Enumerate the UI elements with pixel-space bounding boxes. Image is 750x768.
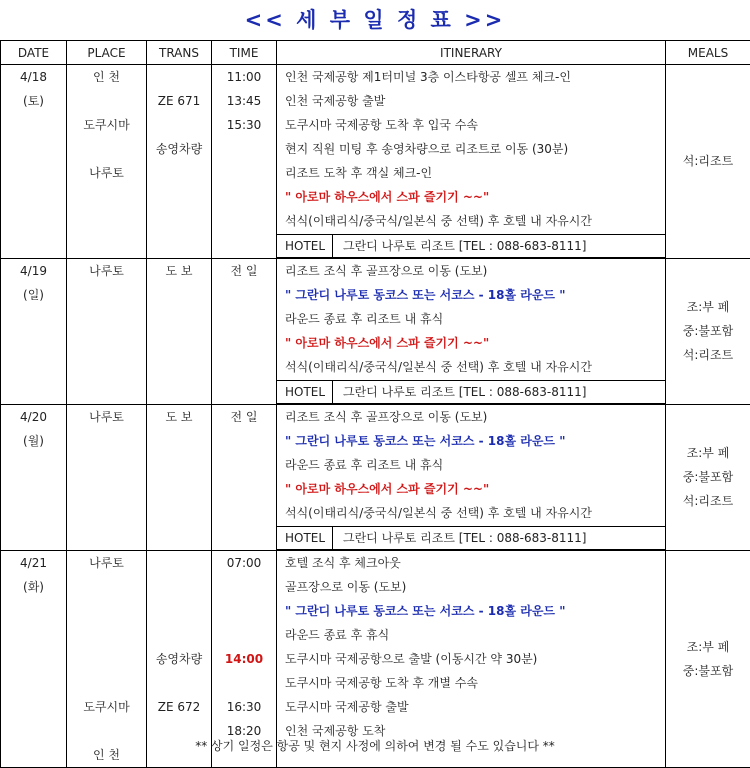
weekday-text: (일) [1,283,66,307]
date-text: 4/21 [1,551,66,575]
time-text: 18:20 [212,719,276,743]
date-text: 4/18 [1,65,66,89]
header-date: DATE [1,41,67,65]
place-text: 나루토 [67,161,146,185]
time-text: 전 일 [212,259,276,283]
itinerary-line: 인천 국제공항 제1터미널 3층 이스타항공 셀프 체크-인 [277,65,665,89]
meals-cell [666,551,750,768]
hotel-label: HOTEL [277,381,333,403]
itinerary-cell [277,65,666,259]
trans-cell [147,259,212,405]
date-cell [1,405,67,551]
place-text: 나루토 [67,259,146,283]
trans-text [147,671,211,695]
time-cell [212,551,277,768]
place-text [67,89,146,113]
meals-cell [666,405,750,551]
itinerary-line: 인천 국제공항 도착 [277,719,665,743]
time-text: 전 일 [212,405,276,429]
header-place: PLACE [67,41,147,65]
trans-text: 송영차량 [147,137,211,161]
place-text [67,575,146,599]
meal-text: 조:부 페 [666,295,750,319]
time-text: 13:45 [212,89,276,113]
hotel-name: 그란디 나루토 리조트 [TEL : 088-683-8111] [333,235,586,257]
place-text [67,137,146,161]
header-meals: MEALS [666,41,750,65]
place-cell [67,259,147,405]
weekday-text: (화) [1,575,66,599]
time-text [212,623,276,647]
footer-note: ** 상기 일정은 항공 및 현지 사정에 의하여 변경 될 수도 있습니다 ** [0,736,750,756]
meal-text: 석:리조트 [666,149,750,173]
itinerary-line: 라운드 종료 후 리조트 내 휴식 [277,307,665,331]
meal-text: 중:불포함 [666,465,750,489]
place-text: 나루토 [67,551,146,575]
trans-cell [147,65,212,259]
place-text [67,647,146,671]
time-cell [212,259,277,405]
time-text [212,671,276,695]
day-row [1,551,750,768]
meal-text: 조:부 페 [666,441,750,465]
schedule-table [0,40,750,768]
itinerary-line: 현지 직원 미팅 후 송영차량으로 리조트로 이동 (30분) [277,137,665,161]
itinerary-line: 라운드 종료 후 휴식 [277,623,665,647]
weekday-text: (월) [1,429,66,453]
itinerary-line: 도쿠시마 국제공항으로 출발 (이동시간 약 30분) [277,647,665,671]
spa-highlight: " 아로마 하우스에서 스파 즐기기 ~~" [277,331,665,355]
itinerary-cell [277,405,666,551]
time-text: 15:30 [212,113,276,137]
place-text: 나루토 [67,405,146,429]
date-cell [1,259,67,405]
place-cell [67,551,147,768]
trans-text [147,623,211,647]
itinerary-line: 리조트 도착 후 객실 체크-인 [277,161,665,185]
time-text [212,575,276,599]
itinerary-line: 라운드 종료 후 리조트 내 휴식 [277,453,665,477]
itinerary-cell [277,551,666,768]
header-itinerary: ITINERARY [277,41,666,65]
time-text: 07:00 [212,551,276,575]
itinerary-cell [277,259,666,405]
meal-text [666,101,750,125]
itinerary-line: 석식(이태리식/중국식/일본식 중 선택) 후 호텔 내 자유시간 [277,355,665,379]
place-text [67,671,146,695]
place-text: 인 천 [67,65,146,89]
trans-text: ZE 672 [147,695,211,719]
meal-text [666,125,750,149]
itinerary-line: 도쿠시마 국제공항 도착 후 개별 수속 [277,671,665,695]
hotel-name: 그란디 나루토 리조트 [TEL : 088-683-8111] [333,527,586,549]
golf-highlight: " 그란디 나루토 동코스 또는 서코스 - 18홀 라운드 " [277,599,665,623]
spa-highlight: " 아로마 하우스에서 스파 즐기기 ~~" [277,477,665,501]
header-trans: TRANS [147,41,212,65]
trans-cell [147,551,212,768]
trans-cell [147,405,212,551]
meal-text: 중:불포함 [666,659,750,683]
meals-cell [666,259,750,405]
hotel-row [277,380,665,404]
itinerary-line: 도쿠시마 국제공항 도착 후 입국 수속 [277,113,665,137]
meal-text: 조:부 페 [666,635,750,659]
meal-text: 석:리조트 [666,489,750,513]
itinerary-line: 석식(이태리식/중국식/일본식 중 선택) 후 호텔 내 자유시간 [277,501,665,525]
meal-text: 석:리조트 [666,343,750,367]
date-cell [1,65,67,259]
day-row [1,405,750,551]
place-text [67,599,146,623]
trans-text: 송영차량 [147,647,211,671]
meal-text: 중:불포함 [666,319,750,343]
time-text: 11:00 [212,65,276,89]
header-time: TIME [212,41,277,65]
trans-text: ZE 671 [147,89,211,113]
time-text: 16:30 [212,695,276,719]
golf-highlight: " 그란디 나루토 동코스 또는 서코스 - 18홀 라운드 " [277,283,665,307]
date-text: 4/19 [1,259,66,283]
trans-text [147,113,211,137]
meals-cell [666,65,750,259]
header-row [1,41,750,65]
itinerary-line: 호텔 조식 후 체크아웃 [277,551,665,575]
place-text: 인 천 [67,743,146,767]
meal-text [666,77,750,101]
trans-text [147,575,211,599]
meal-text [666,417,750,441]
meal-text [666,587,750,611]
trans-text [147,599,211,623]
trans-text: 도 보 [147,259,211,283]
place-text [67,623,146,647]
hotel-label: HOTEL [277,527,333,549]
time-text-highlight: 14:00 [212,647,276,671]
hotel-row [277,234,665,258]
time-cell [212,405,277,551]
hotel-row [277,526,665,550]
trans-text: 도 보 [147,405,211,429]
itinerary-line: 인천 국제공항 출발 [277,89,665,113]
weekday-text: (토) [1,89,66,113]
itinerary-line: 석식(이태리식/중국식/일본식 중 선택) 후 호텔 내 자유시간 [277,209,665,233]
meal-text [666,611,750,635]
meal-text [666,563,750,587]
place-cell [67,405,147,551]
place-text: 도쿠시마 [67,113,146,137]
golf-highlight: " 그란디 나루토 동코스 또는 서코스 - 18홀 라운드 " [277,429,665,453]
day-row [1,259,750,405]
place-text: 도쿠시마 [67,695,146,719]
spa-highlight: " 아로마 하우스에서 스파 즐기기 ~~" [277,185,665,209]
time-cell [212,65,277,259]
itinerary-line: 도쿠시마 국제공항 출발 [277,695,665,719]
date-text: 4/20 [1,405,66,429]
trans-text [147,65,211,89]
place-cell [67,65,147,259]
itinerary-line: 리조트 조식 후 골프장으로 이동 (도보) [277,259,665,283]
itinerary-line: 리조트 조식 후 골프장으로 이동 (도보) [277,405,665,429]
date-lines [1,65,66,113]
hotel-name: 그란디 나루토 리조트 [TEL : 088-683-8111] [333,381,586,403]
date-cell [1,551,67,768]
time-text [212,599,276,623]
page-title: << 세 부 일 정 표 >> [0,0,750,40]
day-row [1,65,750,259]
trans-text [147,551,211,575]
hotel-label: HOTEL [277,235,333,257]
itinerary-line: 골프장으로 이동 (도보) [277,575,665,599]
meal-text [666,271,750,295]
